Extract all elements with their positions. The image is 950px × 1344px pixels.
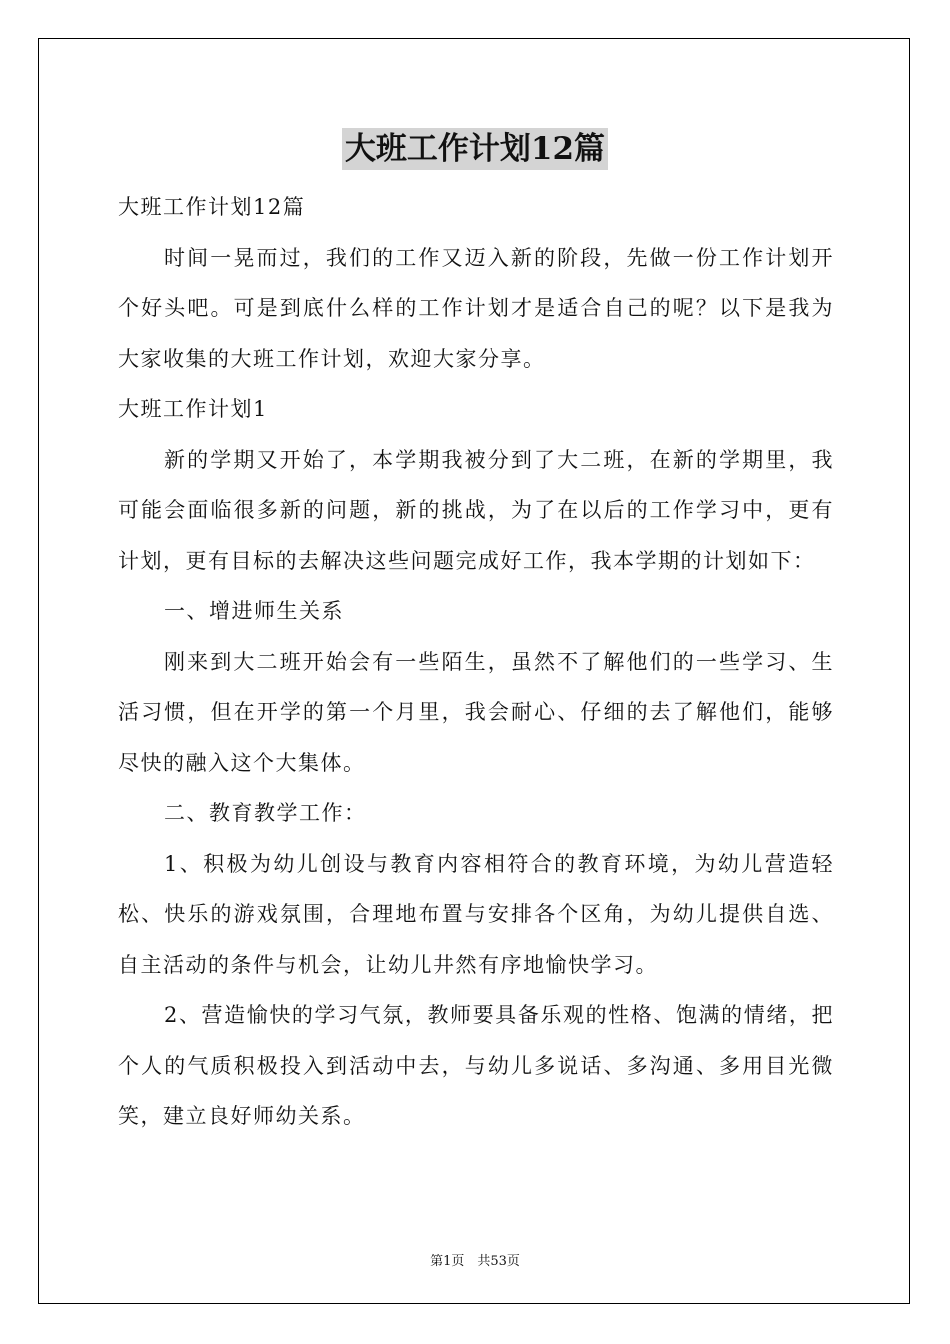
page-footer (0, 1250, 950, 1269)
document-body (118, 182, 834, 1142)
title-wrap (0, 128, 950, 170)
page-number: 第1页 共53页 (430, 1254, 520, 1269)
paragraph: 1、积极为幼儿创设与教育内容相符合的教育环境，为幼儿营造轻松、快乐的游戏氛围，合理地布置与安排各个区角，为幼儿提供自选、自主活动的条件与机会，让幼儿井然有序地愉快学习。 (118, 851, 834, 977)
section-heading: 大班工作计划1 (118, 397, 268, 421)
paragraph: 2、营造愉快的学习气氛，教师要具备乐观的性格、饱满的情绪，把个人的气质积极投入到活动中去，与幼儿多说话、多沟通、多用目光微笑，建立良好师幼关系。 (118, 1003, 834, 1128)
subsection-heading: 二、教育教学工作： (164, 801, 367, 825)
subsection-heading: 一、增进师生关系 (164, 599, 344, 623)
paragraph: 时间一晃而过，我们的工作又迈入新的阶段，先做一份工作计划开个好头吧。可是到底什么样的工作计划才是适合自己的呢？以下是我为大家收集的大班工作计划，欢迎大家分享。 (118, 245, 834, 371)
document-title: 大班工作计划12篇 (342, 128, 608, 170)
paragraph: 刚来到大二班开始会有一些陌生，虽然不了解他们的一些学习、生活习惯，但在开学的第一个月里，我会耐心、仔细的去了解他们，能够尽快的融入这个大集体。 (118, 649, 834, 775)
paragraph: 新的学期又开始了，本学期我被分到了大二班，在新的学期里，我可能会面临很多新的问题，新的挑战，为了在以后的工作学习中，更有计划，更有目标的去解决这些问题完成好工作，我本学期的计划如下： (118, 447, 834, 573)
paragraph: 大班工作计划12篇 (118, 195, 306, 219)
